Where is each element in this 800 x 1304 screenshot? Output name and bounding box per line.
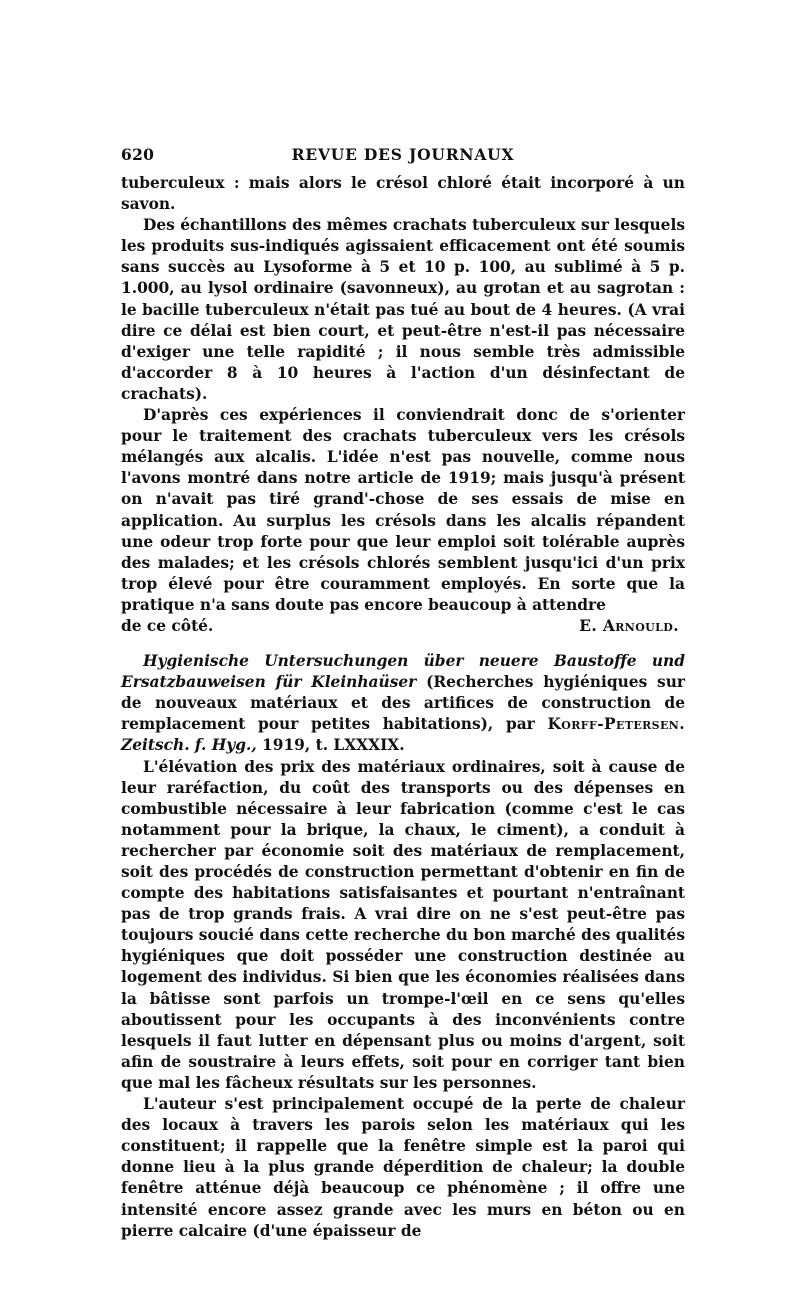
running-title: REVUE DES JOURNAUX xyxy=(291,145,515,164)
article-2-paragraph: L'auteur s'est principalement occupé de la perte de chaleur des locaux à travers les parois selon les matériaux qui les constituent; il rappelle que la fenêtre simple est la paroi qui donne lieu à la plus grande déperdition de chaleur; la double fenêtre atténue déjà beaucoup ce phénomène ; il offre une intensité encore assez grande avec les murs en béton ou en pierre calcaire (d'une épaisseur de xyxy=(121,1095,685,1240)
article-1-continuation: tuberculeux : mais alors le crésol chloré était incorporé à un savon. xyxy=(121,174,685,214)
article-2-paragraph: L'élévation des prix des matériaux ordinaires, soit à cause de leur raréfaction, du coût des transports ou des dépenses en combustible nécessaire à leur fabrication (comme c'est le cas notamment pour la brique, la chaux, le ciment), a conduit à rechercher par économie soit des matériaux de remplacement, soit des procédés de construction permettant d'obtenir en fin de compte des habitations satisfaisantes et pourtant n'entraînant pas de trop grands frais. A vrai dire on ne s'est peut-être pas toujours soucié dans cette recherche du bon marché des qualités hygiéniques que doit posséder une construction destinée au logement des individus. Si bien que les économies réalisées dans la bâtisse sont parfois un trompe-l'œil en ce sens qu'elles aboutissent pour les occupants à des inconvénients contre lesquels il faut lutter en dépensant plus ou moins d'argent, soit afin de soustraire à leurs effets, soit pour en corriger tant bien que mal les fâcheux résultats sur les personnes. xyxy=(121,757,685,1092)
article-2-title: Hygienische Untersuchungen über neuere Baustoffe und Ersatzbauweisen für Kleinhaüser xyxy=(121,652,685,692)
page-number: 620 xyxy=(121,145,155,164)
article-1-closing xyxy=(121,616,685,637)
article-2-heading xyxy=(121,651,685,756)
page-header xyxy=(121,145,685,173)
article-1 xyxy=(121,173,685,637)
article-1-last-line: de ce côté. xyxy=(121,616,214,635)
article-2 xyxy=(121,651,685,1242)
article-2-author: Korff-Petersen. xyxy=(547,715,685,734)
article-2-journal: Zeitsch. f. Hyg., xyxy=(121,736,257,755)
article-1-signature: E. Arnould. xyxy=(579,616,679,635)
article-1-paragraph: Des échantillons des mêmes crachats tuberculeux sur lesquels les produits sus-indiqués agissaient efficacement ont été soumis sans succès au Lysoforme à 5 et 10 p. 100, au sublimé à 5 p. 1.000, au lysol ordinaire (savonneux), au grotan et au sagrotan : le bacille tuberculeux n'était pas tué au bout de 4 heures. (A vrai dire ce délai est bien court, et peut-être n'est-il pas nécessaire d'exiger une telle rapidité ; il nous semble très admissible d'accorder 8 à 10 heures à l'action d'un désinfectant de crachats). xyxy=(121,216,685,403)
article-1-paragraph: D'après ces expériences il conviendrait donc de s'orienter pour le traitement des crachats tuberculeux vers les crésols mélangés aux alcalis. L'idée n'est pas nouvelle, comme nous l'avons montré dans notre article de 1919; mais jusqu'à présent on n'avait pas tiré grand'-chose de ses essais de mise en application. Au surplus les crésols dans les alcalis répandent une odeur trop forte pour que leur emploi soit tolérable auprès des malades; et les crésols chlorés semblent jusqu'ici d'un prix trop élevé pour être couramment employés. En sorte que la pratique n'a sans doute pas encore beaucoup à attendre xyxy=(121,406,685,614)
article-2-title-translation: (Recherches hygiéniques sur de nouveaux matériaux et des artifices de construction de remplacement pour petites habitations), par xyxy=(121,673,686,734)
article-2-citation: 1919, t. LXXXIX. xyxy=(262,736,405,755)
document-page xyxy=(121,145,685,1242)
